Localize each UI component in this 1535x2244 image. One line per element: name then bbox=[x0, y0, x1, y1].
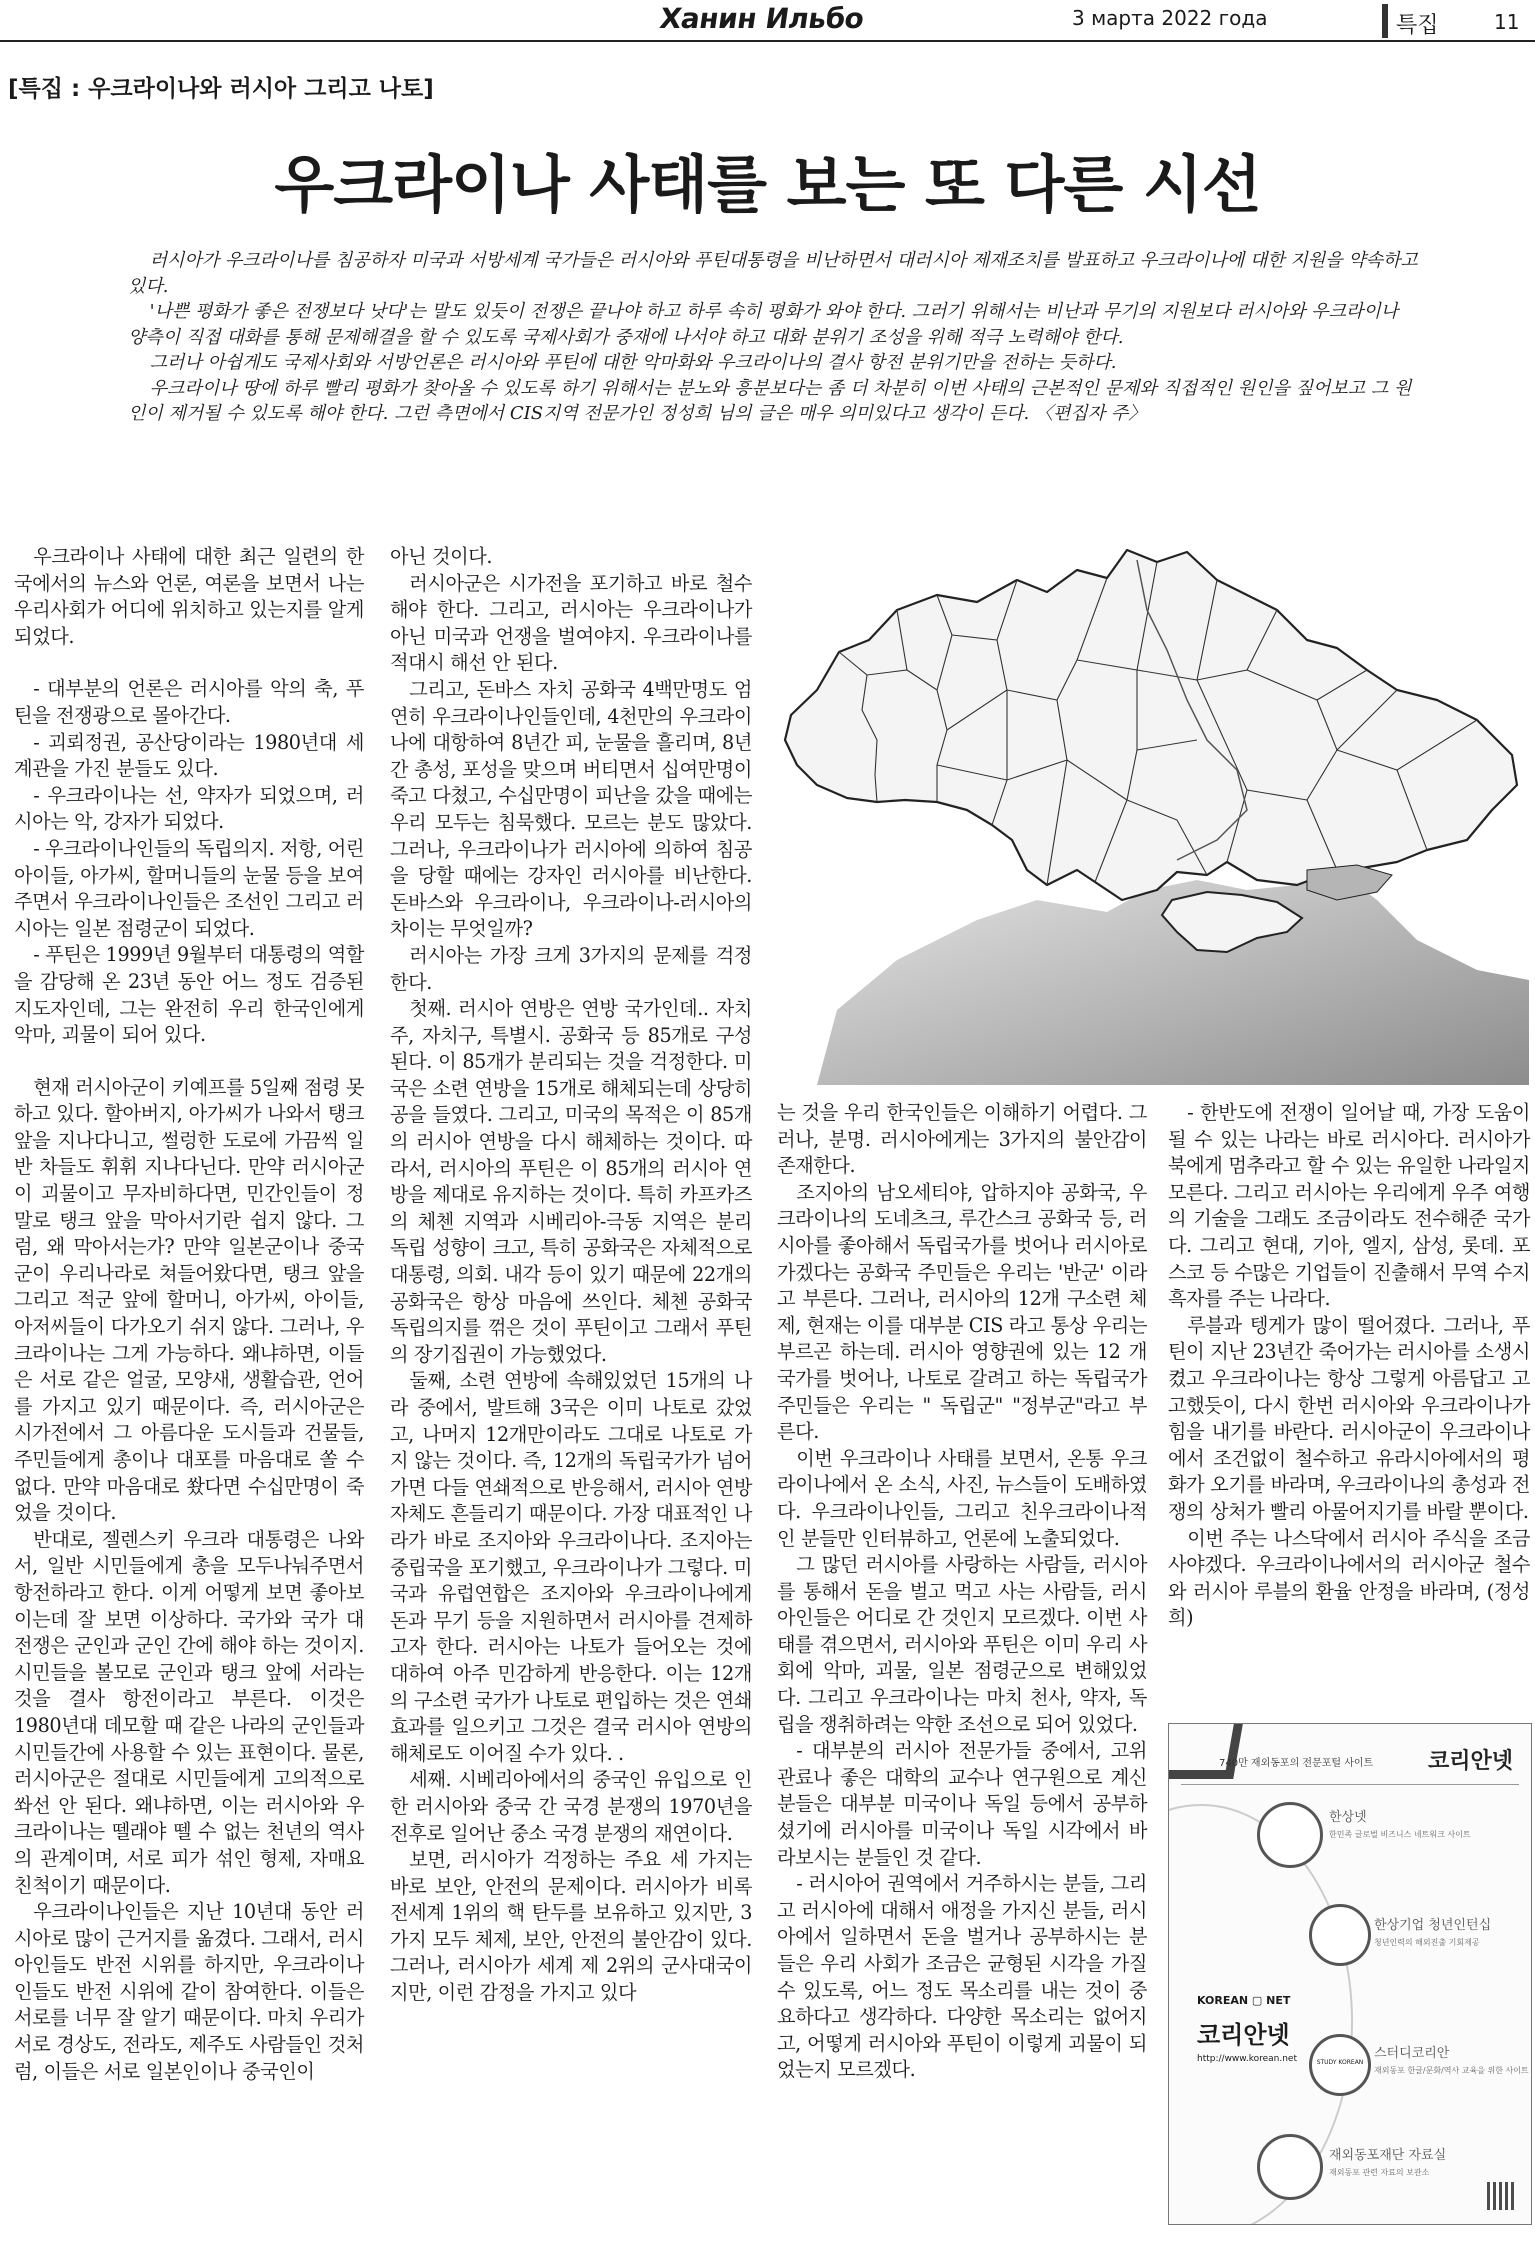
feature-label: [특집 : 우크라이나와 러시아 그리고 나토] bbox=[8, 76, 434, 102]
paragraph: - 러시아어 권역에서 거주하시는 분들, 그리고 러시아에 대해서 애정을 가지신 분들, 러시아에서 일하면서 돈을 벌거나 공부하시는 분들은 우리 사회가 조금은 균형된 시각을 가질 수 있도록, 어느 정도 목소리를 내는 것이 중요하다고 생각하다. 다양한 목소리는 없어지고, 어떻게 러시아와 푸틴이 이렇게 괴물이 되었는지 모르겠다. bbox=[777, 1872, 1147, 2082]
page-header bbox=[0, 0, 1535, 42]
paragraph: 우크라이나 사태에 대한 최근 일련의 한국에서의 뉴스와 언론, 여론을 보면서 나는 우리사회가 어디에 위치하고 있는지를 알게 되었다. bbox=[14, 545, 364, 648]
issue-date: 3 марта 2022 года bbox=[1072, 6, 1268, 30]
service-title: 재외동포재단 자료실 bbox=[1329, 2148, 1447, 2163]
study-korean-badge-text: STUDY KOREAN bbox=[1316, 2059, 1364, 2066]
paragraph: - 우크라이나인들의 독립의지. 저항, 어린아이들, 아가씨, 할머니들의 눈물 등을 보여주면서 우크라이나인들은 조선인 그리고 러시아는 일본 점령군이 되었다. bbox=[14, 836, 364, 940]
paragraph: - 우크라이나는 선, 약자가 되었으며, 러시아는 악, 강자가 되었다. bbox=[14, 783, 364, 834]
internship-circle-icon bbox=[1309, 1904, 1371, 1966]
paragraph: 이번 우크라이나 사태를 보면서, 온통 우크라이나에서 온 소식, 사진, 뉴스들이 도배하였다. 우크라이나인들, 그리고 친우크라이나적인 분들만 인터뷰하고, 언론에 노출되었다. bbox=[777, 1446, 1147, 1550]
article-column-1 bbox=[14, 544, 364, 2085]
paragraph: 이번 주는 나스닥에서 러시아 주식을 조금 사야겠다. 우크라이나에서의 러시아군 철수와 러시아 루블의 환율 안정을 바라며, (정성희) bbox=[1168, 1526, 1530, 1630]
ad-brand: 코리안넷 bbox=[1427, 1749, 1513, 1774]
study-korean-circle-icon bbox=[1309, 2034, 1371, 2096]
paragraph: 아닌 것이다. bbox=[390, 545, 493, 568]
service-desc: 청년인력의 해외진출 기회제공 bbox=[1374, 1938, 1480, 1947]
lead-paragraph: 그러나 아쉽게도 국제사회와 서방언론은 러시아와 푸틴에 대한 악마화와 우크라이나의 결사 항전 분위기만을 전하는 듯하다. bbox=[149, 352, 1117, 373]
ad-logo-mark bbox=[1168, 1724, 1243, 1779]
ad-center-logo bbox=[1197, 1994, 1297, 2064]
archive-circle-icon bbox=[1257, 2134, 1323, 2200]
paragraph: 그 많던 러시아를 사랑하는 사람들, 러시아를 통해서 돈을 벌고 먹고 사는 사람들, 러시아인들은 어디로 간 것인지 모르겠다. 이번 사태를 겪으면서, 러시아와 푸틴은 이미 우리 사회에 악마, 괴물, 일본 점령군으로 변해있었다. 그리고 우크라이나는 마치 천사, 약자, 독립을 쟁취하려는 약한 조선으로 되어 있었다. bbox=[777, 1553, 1147, 1736]
paragraph: 반대로, 젤렌스키 우크라 대통령은 나와서, 일반 시민들에게 총을 모두나눠주면서 항전하라고 한다. 이게 어떻게 보면 좋아보이는데 잘 보면 이상하다. 국가와 국가 대 전쟁은 군인과 군인 간에 해야 하는 것이지. 시민들을 볼모로 군인과 탱크 앞에 서라는 것을 결사 항전이라고 부른다. 이것은 1980년대 데모할 때 같은 나라의 군인들과 시민들간에 사용할 수 있는 표현이다. 물론, 러시아군은 절대로 시민들에게 고의적으로 쏴선 안 된다. 왜냐하면, 이는 러시아와 우크라이나는 뗄래야 뗄 수 없는 천년의 역사의 관계이며, 서로 피가 섞인 형제, 자매요 친척이기 때문이다. bbox=[14, 1527, 364, 1897]
paragraph: - 괴뢰정권, 공산당이라는 1980년대 세계관을 가진 분들도 있다. bbox=[14, 730, 364, 781]
lead-paragraph: 우크라이나 땅에 하루 빨리 평화가 찾아올 수 있도록 하기 위해서는 분노와 흥분보다는 좀 더 차분히 이번 사태의 근본적인 문제와 직접적인 원인을 짚어보고 그 원인이 제거될 수 있도록 해야 한다. 그런 측면에서 CIS지역 전문가인 정성희 님의 글은 매우 의미있다고 생각이 든다. 〈편집자 주〉 bbox=[128, 377, 1412, 424]
paragraph: 현재 러시아군이 키예프를 5일째 점령 못하고 있다. 할아버지, 아가씨가 나와서 탱크 앞을 지나다니고, 썰렁한 도로에 가끔씩 일반 차들도 휘휘 지나다닌다. 만약 러시아군이 괴물이고 무자비하다면, 민간인들이 정말로 탱크 앞을 막아서기란 쉽지 않다. 그럼, 왜 막아서는가? 만약 일본군이나 중국군이 우리나라로 쳐들어왔다면, 탱크 앞을 그리고 적군 앞에 할머니, 아가씨, 아이들, 아저씨들이 다가오기 쉬지 않다. 그러나, 우크라이나는 그게 가능하다. 왜냐하면, 이들은 서로 같은 얼굴, 모양새, 생활습관, 언어를 가지고 있기 때문이다. 즉, 러시아군은 시가전에서 그 아름다운 도시들과 건물들, 주민들에게 총이나 대포를 마음대로 쏠 수 없다. 만약 마음대로 쐈다면 수십만명이 죽었을 것이다. bbox=[14, 1075, 364, 1525]
service-title: 한상기업 청년인턴십 bbox=[1374, 1918, 1492, 1933]
lead-paragraph: 러시아가 우크라이나를 침공하자 미국과 서방세계 국가들은 러시아와 푸틴대통령을 비난하면서 대러시아 제재조치를 발표하고 우크라이나에 대한 지원을 약속하고 있다. bbox=[128, 250, 1418, 297]
logo-name: 코리안넷 bbox=[1197, 2021, 1290, 2049]
service-desc: 재외동포 관련 자료의 보관소 bbox=[1329, 2168, 1430, 2177]
article-column-4 bbox=[1168, 1100, 1530, 1632]
lead-paragraph: '나쁜 평화가 좋은 전쟁보다 낫다'는 말도 있듯이 전쟁은 끝나야 하고 하루 속히 평화가 와야 한다. 그러기 위해서는 비난과 무기의 지원보다 러시아와 우크라이나 양측이 직접 대화를 통해 문제해결을 할 수 있도록 국제사회가 중재에 나서야 하고 대화 분위기 조성을 위해 적극 노력해야 한다. bbox=[128, 301, 1399, 348]
paragraph: - 푸틴은 1999년 9월부터 대통령의 역할을 감당해 온 23년 동안 어느 정도 검증된 지도자인데, 그는 완전히 우리 한국인에게 악마, 괴물이 되어 있다. bbox=[14, 943, 364, 1047]
page-number: 11 bbox=[1494, 10, 1520, 34]
ukraine-map bbox=[777, 540, 1529, 1085]
service-title: 한상넷 bbox=[1329, 1810, 1367, 1825]
service-desc: 재외동포 한글/문화/역사 교육을 위한 사이트 bbox=[1374, 2066, 1529, 2075]
logo-top-text: KOREAN ▢ NET bbox=[1197, 1994, 1291, 2007]
paragraph: 그리고, 돈바스 자치 공화국 4백만명도 엄연히 우크라이나인들인데, 4천만의 우크라이나에 대항하여 8년간 피, 눈물을 흘리며, 8년간 총성, 포성을 맞으며 버티면서 십여만명이 죽고 다쳤고, 수십만명이 피난을 갔을 때에는 우리 모두는 침묵했다. 모르는 분도 많았다. 그러나, 우크라이나가 러시아에 의하여 침공을 당할 때에는 강자인 러시아를 비난한다. 돈바스와 우크라이나, 우크라이나-러시아의 차이는 무엇일까? bbox=[390, 677, 752, 941]
paragraph: 보면, 러시아가 걱정하는 주요 세 가지는 바로 보안, 안전의 문제이다. 러시아가 비록 전세계 1위의 핵 탄두를 보유하고 있지만, 3가지 모두 체제, 보안, 안전의 불안감이 있다. 그러나, 러시아가 세계 제 2위의 군사대국이지만, 이런 감정을 가지고 있다 bbox=[390, 1848, 752, 2005]
ad-service-study-korean[interactable] bbox=[1374, 2042, 1529, 2076]
paragraph: - 한반도에 전쟁이 일어날 때, 가장 도움이 될 수 있는 나라는 바로 러시아다. 러시아가 북에게 멈추라고 할 수 있는 유일한 나라일지 모른다. 그리고 러시아는 우리에게 우주 여행의 기술을 그래도 조금이라도 전수해준 국가다. 그리고 현대, 기아, 엘지, 삼성, 롯데. 포스코 등 수많은 기업들이 진출해서 무역 수지 흑자를 주는 나라다. bbox=[1168, 1101, 1530, 1311]
paragraph: 첫째. 러시아 연방은 연방 국가인데.. 자치주, 자치구, 특별시. 공화국 등 85개로 구성된다. 이 85개가 분리되는 것을 걱정한다. 미국은 소련 연방을 15개로 해체되는데 상당히 공을 들였다. 그리고, 미국의 목적은 이 85개의 러시아 연방을 다시 해체하는 것이다. 따라서, 러시아의 푸틴은 이 85개의 러시아 연방을 제대로 유지하는 것이다. 특히 카프카즈의 체첸 지역과 시베리아-극동 지역은 분리 독립 성향이 크고, 특히 공화국은 자체적으로 대통령, 의회. 내각 등이 있기 때문에 22개의 공화국은 항상 마음에 쓰인다. 체첸 공화국 독립의지를 꺾은 것이 푸틴이고 그래서 푸틴의 장기집권이 가능했었다. bbox=[390, 997, 752, 1366]
ad-service-internship[interactable] bbox=[1374, 1914, 1491, 1948]
ukraine-map-graphic bbox=[777, 540, 1529, 1085]
paper-name: Ханин Ильбо bbox=[657, 2, 866, 35]
hansang-circle-icon bbox=[1257, 1802, 1323, 1868]
header-rule bbox=[0, 40, 1535, 42]
logo-url: http://www.korean.net bbox=[1197, 2054, 1297, 2064]
article-column-3 bbox=[777, 1100, 1147, 2084]
paragraph: 러시아군은 시가전을 포기하고 바로 철수해야 한다. 그리고, 러시아는 우크라이나가 아닌 미국과 언쟁을 벌여야지. 우크라이나를 적대시 해선 안 된다. bbox=[390, 571, 752, 675]
paragraph: 는 것을 우리 한국인들은 이해하기 어렵다. 그러나, 분명. 러시아에게는 3가지의 불안감이 존재한다. bbox=[777, 1101, 1147, 1178]
paragraph: 우크라이나인들은 지난 10년대 동안 러시아로 많이 근거지를 옮겼다. 그래서, 러시아인들도 반전 시위를 하지만, 우크라이나인들도 반전 시위에 같이 참여한다. 이들은 서로를 너무 잘 알기 때문이다. 마치 우리가 서로 경상도, 전라도, 제주도 사람들인 것처럼, 이들은 서로 일본인이나 중국인이 bbox=[14, 1900, 364, 2083]
ad-divider bbox=[1181, 1784, 1519, 1785]
ad-service-hansang[interactable] bbox=[1329, 1806, 1471, 1840]
paragraph: 루블과 텡게가 많이 떨어졌다. 그러나, 푸틴이 지난 23년간 죽어가는 러시아를 소생시켰고 우크라이나는 항상 그렇게 아름답고 고고했듯이, 다시 한번 러시아와 우크라이나가 힘을 내기를 바란다. 러시아군이 우크라이나에서 조건없이 철수하고 유라시아에서의 평화가 오기를 바라며, 우크라이나의 총성과 전쟁의 상처가 빨리 아물어지기를 바랄 뿐이다. bbox=[1168, 1313, 1530, 1523]
service-title: 스터디코리안 bbox=[1374, 2046, 1450, 2061]
service-desc: 한민족 글로벌 비즈니스 네트워크 사이트 bbox=[1329, 1830, 1471, 1839]
paragraph: 조지아의 남오세티야, 압하지야 공화국, 우크라이나의 도네츠크, 루간스크 공화국 등, 러시아를 좋아해서 독립국가를 벗어나 러시아로 가겠다는 공화국 주민들은 우리는 '반군' 이라고 부른다. 그러나, 러시아의 12개 구소련 체제, 현재는 이를 대부분 CIS 라고 통상 우리는 부르곤 하는데. 러시아 영향권에 있는 12 개 국가를 벗어나, 나토로 갈려고 하는 독립국가 주민들은 우리는 " 독립군" "정부군"라고 부른다. bbox=[777, 1180, 1147, 1444]
paragraph: 둘째, 소련 연방에 속해있었던 15개의 나라 중에서, 발트해 3국은 이미 나토로 갔었고, 나머지 12개만이라도 그대로 나토로 가지 않는 것이다. 즉, 12개의 독립국가가 넘어가면 다들 연쇄적으로 반응해서, 러시아 연방 자체도 흔들리기 때문이다. 가장 대표적인 나라가 바로 조지아와 우크라이나다. 조지아는 중립국을 포기했고, 우크라이나가 그렇다. 미국과 유럽연합은 조지아와 우크라이나에게 돈과 무기 등을 지원하면서 러시아를 견제하고자 한다. 러시아는 나토가 들어오는 것에 대하여 아주 민감하게 반응한다. 이는 12개의 구소련 국가가 나토로 편입하는 것은 연쇄 효과를 일으키고 그것은 결국 러시아 연방의 해체로도 이어질 수가 있다. . bbox=[390, 1369, 752, 1765]
article-column-2 bbox=[390, 544, 752, 2007]
qr-code-icon[interactable] bbox=[1487, 2182, 1515, 2210]
paragraph: 러시아는 가장 크게 3가지의 문제를 걱정한다. bbox=[390, 943, 752, 994]
ad-badge: 740만 재외동포의 전문포털 사이트 bbox=[1219, 1758, 1374, 1769]
editor-lead bbox=[128, 248, 1418, 427]
korean-net-advertisement[interactable] bbox=[1168, 1723, 1532, 2225]
headline: 우크라이나 사태를 보는 또 다른 시선 bbox=[274, 148, 1261, 221]
paragraph: - 대부분의 러시아 전문가들 중에서, 고위 관료나 좋은 대학의 교수나 연구원으로 계신 분들은 대부분 미국이나 독일 등에서 공부하셨기에 러시아를 미국이나 독일 시각에서 바라보시는 분들인 것 같다. bbox=[777, 1739, 1147, 1869]
section-name: 특집 bbox=[1396, 13, 1439, 38]
paragraph: - 대부분의 언론은 러시아를 악의 축, 푸틴을 전쟁광으로 몰아간다. bbox=[14, 677, 364, 727]
paragraph: 세째. 시베리아에서의 중국인 유입으로 인한 러시아와 중국 간 국경 분쟁의 1970년을 전후로 일어난 중소 국경 분쟁의 재연이다. bbox=[390, 1768, 752, 1845]
ad-service-archive[interactable] bbox=[1329, 2144, 1446, 2178]
section-marker bbox=[1382, 4, 1388, 38]
